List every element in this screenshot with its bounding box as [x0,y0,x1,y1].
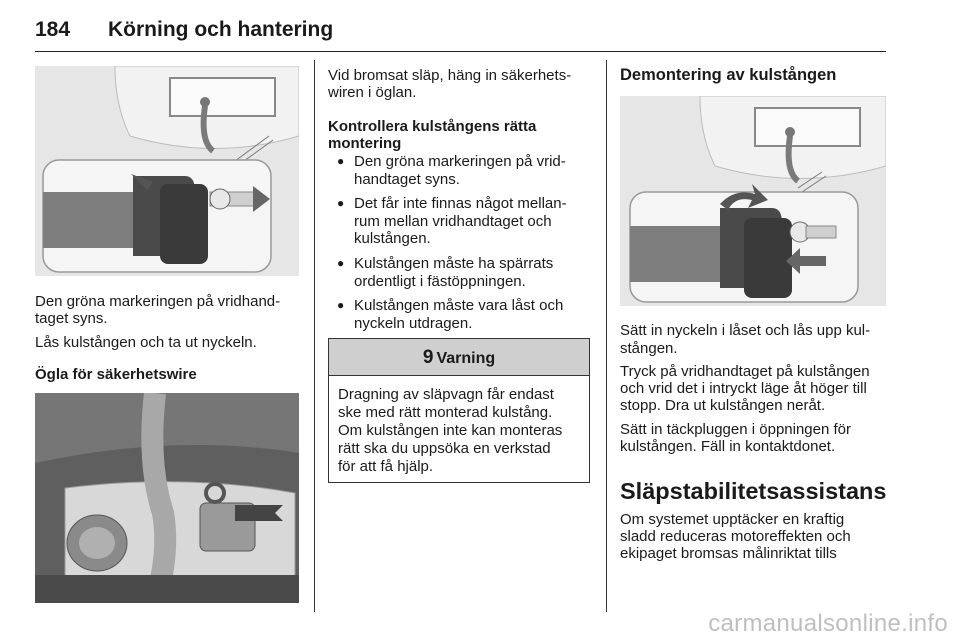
warning-line: rätt ska du uppsöka en verkstad [338,440,551,457]
ball-bar-removal-illustration [620,96,886,306]
heading-trailer-stability: Släpstabilitetsassistans [620,478,887,504]
para-stability-line1: Om systemet upptäcker en kraftig [620,511,845,528]
heading-removal: Demontering av kulstången [620,66,837,84]
bullet-line: Den gröna markeringen på vrid- [354,153,566,170]
figure-ball-bar-locked [35,66,299,276]
bullet-item [336,153,592,188]
bullet-line: Kulstången måste ha spärrats [354,255,554,272]
para-insert-key-line1: Sätt in nyckeln i låset och lås upp kul- [620,322,871,339]
figure-ball-bar-removal [620,96,886,306]
warning-icon: 9 [422,347,434,368]
para-stability-line2: sladd reduceras motoreffekten och [620,528,851,545]
bullet-item [336,297,592,332]
page-title: Körning och hantering [108,18,334,41]
warning-line: Om kulstången inte kan monteras [338,422,563,439]
safety-wire-eye-illustration [35,393,299,603]
warning-line: ske med rätt monterad kulstång. [338,404,553,421]
intro-line1: Vid bromsat släp, häng in säkerhets- [328,67,572,84]
heading-check-mounting-line2: montering [328,135,402,152]
bullet-line: Kulstången måste vara låst och [354,297,564,314]
warning-text [338,386,586,476]
bullet-item [336,255,592,290]
bullet-item [336,195,592,248]
caption-green-marking-line2: taget syns. [35,310,108,327]
para-stability-line3: ekipaget bromsas målinriktat tills [620,545,837,562]
intro-line2: wiren i öglan. [328,84,417,101]
lock-instruction: Lås kulstången och ta ut nyckeln. [35,334,257,351]
page-number: 184 [35,18,71,41]
para-press-handle-line1: Tryck på vridhandtaget på kulstången [620,363,870,380]
column-divider-2 [606,60,607,612]
bullet-line: nyckeln utdragen. [354,314,473,332]
column-divider-1 [314,60,315,612]
para-cover-plug-line1: Sätt in täckpluggen i öppningen för [620,421,851,438]
warning-title: Varning [436,350,496,367]
para-press-handle-line3: stopp. Dra ut kulstången neråt. [620,397,826,414]
para-press-handle-line2: och vrid det i intryckt läge åt höger till [620,380,867,397]
heading-check-mounting-line1: Kontrollera kulstångens rätta [328,118,537,135]
caption-green-marking-line1: Den gröna markeringen på vridhand- [35,293,281,310]
warning-line: för att få hjälp. [338,458,434,475]
bullet-line: rum mellan vridhandtaget och [354,212,552,230]
bullet-line: ordentligt i fästöppningen. [354,272,526,290]
bullet-line: handtaget syns. [354,170,460,188]
page-header [35,10,886,52]
ball-bar-lock-illustration [35,66,299,276]
para-cover-plug-line2: kulstången. Fäll in kontaktdonet. [620,438,836,455]
figure-safety-wire-eye [35,393,299,603]
heading-safety-wire-eye: Ögla för säkerhetswire [35,366,197,383]
warning-box [328,338,590,483]
warning-line: Dragning av släpvagn får endast [338,386,554,403]
bullet-line: Det får inte finnas något mellan- [354,195,567,212]
bullet-line: kulstången. [354,230,431,247]
para-insert-key-line2: stången. [620,340,678,357]
watermark: carmanualsonline.info [708,610,948,637]
warning-header [329,339,589,376]
